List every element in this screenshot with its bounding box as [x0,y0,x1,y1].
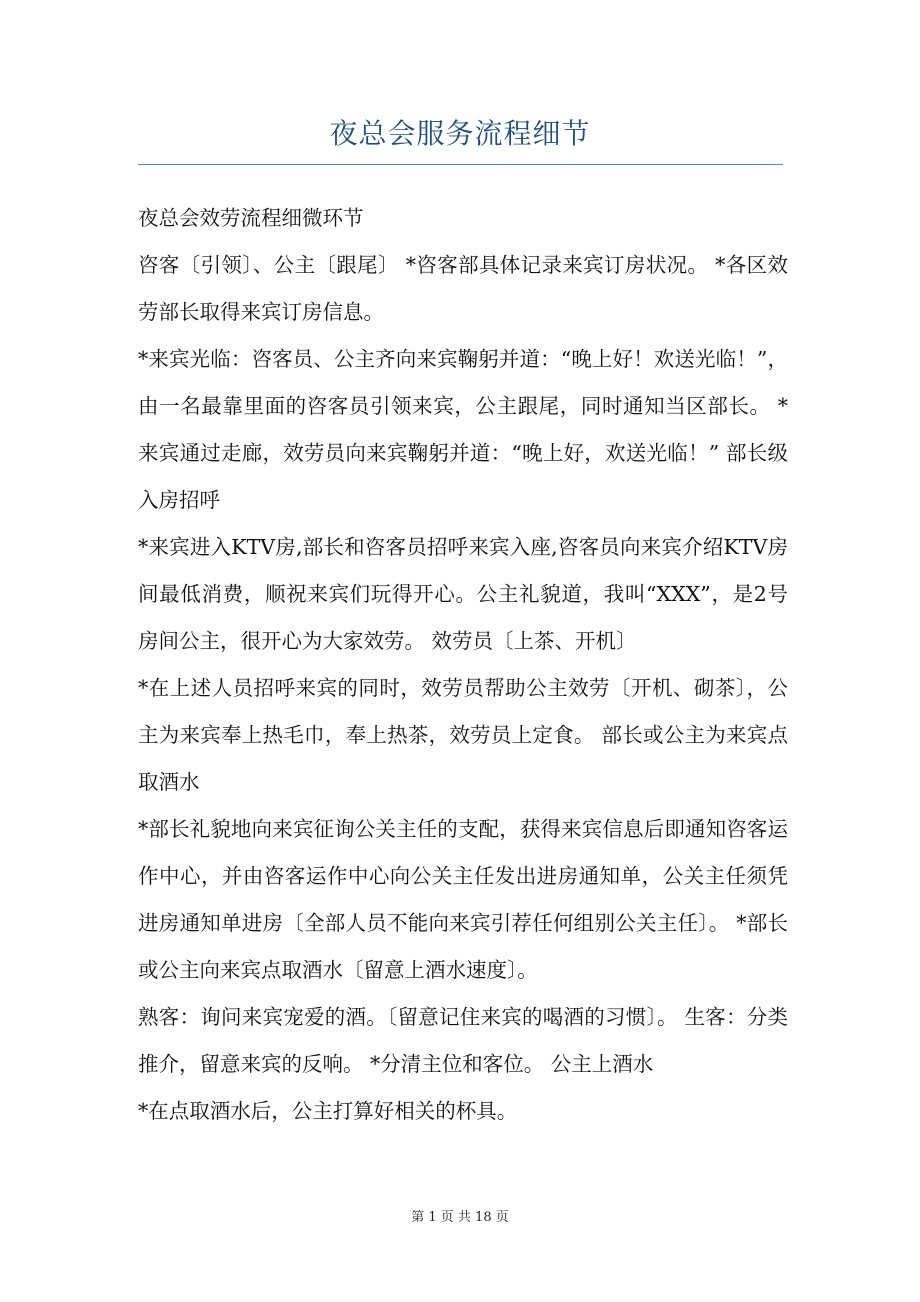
paragraph: *来宾进入KTV房,部长和咨客员招呼来宾入座,咨客员向来宾介绍KTV房间最低消费，顺祝来宾们玩得开心。公主礼貌道，我叫“XXX”，是2号房间公主，很开心为大家效劳。 效劳员〔上茶、开机〕 [138,535,788,653]
paragraph: 熟客：询问来宾宠爱的酒。〔留意记住来宾的喝酒的习惯〕。 生客：分类推介，留意来宾的反响。 *分清主位和客位。 公主上酒水 [138,1005,788,1076]
paragraph: *在上述人员招呼来宾的同时，效劳员帮助公主效劳〔开机、砌茶〕，公主为来宾奉上热毛巾，奉上热茶，效劳员上定食。 部长或公主为来宾点取酒水 [138,676,788,794]
document-title: 夜总会服务流程细节 [329,117,591,150]
paragraph: *在点取酒水后，公主打算好相关的杯具。 [138,1099,518,1123]
title-divider [138,164,783,165]
page-number-footer: 第 1 页 共 18 页 [411,1210,509,1225]
paragraph: 咨客〔引领〕、公主〔跟尾〕 *咨客部具体记录来宾订房状况。 *各区效劳部长取得来宾订房信息。 [138,253,788,324]
paragraph: *部长礼貌地向来宾征询公关主任的支配，获得来宾信息后即通知咨客运作中心，并由咨客运作中心向公关主任发出进房通知单，公关主任须凭进房通知单进房〔全部人员不能向来宾引荐任何组别公关主任〕。 *部长或公主向来宾点取酒水〔留意上酒水速度〕。 [138,817,788,982]
paragraph: *来宾光临：咨客员、公主齐向来宾鞠躬并道：“晚上好！欢送光临！”，由一名最靠里面的咨客员引领来宾，公主跟尾，同时通知当区部长。 *来宾通过走廊，效劳员向来宾鞠躬并道：“晚上好，欢送光临！” 部长级入房招呼 [138,347,788,512]
paragraph: 夜总会效劳流程细微环节 [138,206,364,230]
document-body [138,195,788,1135]
